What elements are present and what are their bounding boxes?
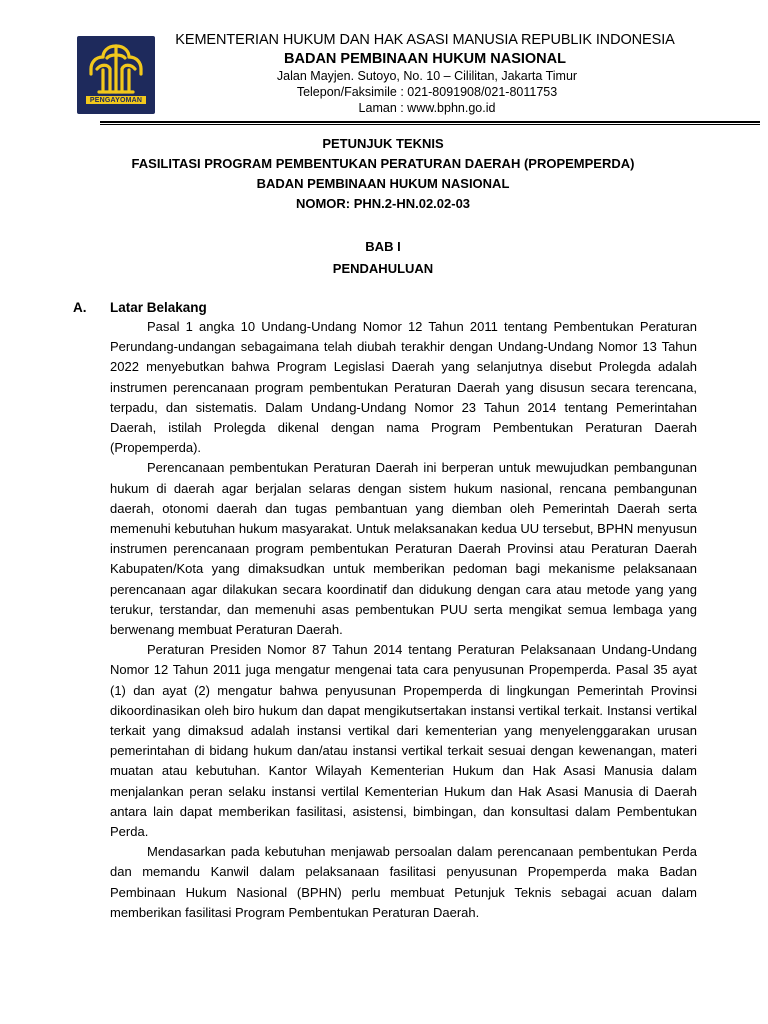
chapter-number: BAB I: [365, 239, 401, 254]
title-line-3: BADAN PEMBINAAN HUKUM NASIONAL: [256, 176, 510, 191]
paragraph: Perencanaan pembentukan Peraturan Daerah ini berperan untuk mewujudkan pembangunan hukum di daerah agar berjalan selaras dengan sistem hukum nasional, rencana pembangunan daerah, otonomi daerah dan tugas pembantuan yang diemban oleh Pemerintah Daerah serta memenuhi kebutuhan hukum masyarakat. Untuk melaksanakan kedua UU tersebut, BPHN menyusun instrumen perencanaan program pembentukan Peraturan Daerah Provinsi atau Peraturan Daerah Kabupaten/Kota yang dimaksudkan untuk memberikan pedoman bagi mekanisme pelaksanaan perencanaan agar dilakukan secara koordinatif dan didukung dengan cara atau metode yang yang terukur, terstandar, dan memenuhi asas pembentukan PUU serta mengikat semua lembaga yang berwenang membuat Peraturan Daerah.: [110, 460, 697, 638]
chapter-heading: [100, 236, 666, 280]
section-body: [110, 317, 697, 923]
pengayoman-logo: [77, 36, 155, 114]
agency-name: BADAN PEMBINAAN HUKUM NASIONAL: [284, 51, 566, 67]
letterhead-rule-thick: [100, 121, 760, 123]
paragraph: Mendasarkan pada kebutuhan menjawab persoalan dalam perencanaan pembentukan Perda dan memandu Kanwil dalam pelaksanaan fasilitasi penyusunan Propemperda maka Badan Pembinaan Hukum Nasional (BPHN) perlu membuat Petunjuk Teknis sebagai acuan dalam memberikan fasilitasi Program Pembentukan Peraturan Daerah.: [110, 844, 697, 920]
paragraph: Peraturan Presiden Nomor 87 Tahun 2014 tentang Peraturan Pelaksanaan Undang-Undang Nomor 12 Tahun 2011 juga mengatur mengenai tata cara penyusunan Propemperda. Pasal 35 ayat (1) dan ayat (2) mengatur bahwa penyusunan Propemperda di lingkungan Pemerintah Provinsi dikoordinasikan oleh biro hukum dan dapat mengikutsertakan instansi vertikal terkait. Instansi vertikal terkait yang dimaksud adalah instansi vertikal dari kementerian yang menyelenggarakan urusan pemerintahan di bidang hukum dan/atau instansi vertikal terkait sesuai dengan kewenangan, materi muatan atau kebutuhan. Kantor Wilayah Kementerian Hukum dan Hak Asasi Manusia dalam menjalankan peran selaku instansi vertilal Kementerian Hukum dan Hak Asasi Manusia di Daerah antara lain dapat memberikan fasilitasi, asistensi, bimbingan, dan konsultasi dalam Pembentukan Perda.: [110, 642, 697, 840]
agency-phone: Telepon/Faksimile : 021-8091908/021-8011753: [296, 85, 558, 99]
section-title: Latar Belakang: [110, 300, 207, 315]
agency-address: Jalan Mayjen. Sutoyo, No. 10 – Cililitan, Jakarta Timur: [276, 69, 578, 83]
paragraph: Pasal 1 angka 10 Undang-Undang Nomor 12 Tahun 2011 tentang Pembentukan Peraturan Perundang-undangan sebagaimana telah diubah terakhir dengan Undang-Undang Nomor 13 Tahun 2022 menyebutkan bahwa Program Legislasi Daerah yang selanjutnya disebut Prolegda adalah instrumen perencanaan program pembentukan Peraturan Daerah yang disusun secara terencana, terpadu, dan sistematis. Dalam Undang-Undang Nomor 23 Tahun 2014 tentang Pemerintahan Daerah, istilah Prolegda dikenal dengan nama Program Pembentukan Peraturan Daerah (Propemperda).: [110, 319, 697, 456]
title-line-2: FASILITASI PROGRAM PEMBENTUKAN PERATURAN DAERAH (PROPEMPERDA): [131, 156, 635, 171]
chapter-name: PENDAHULUAN: [332, 261, 434, 276]
document-title: [100, 134, 666, 214]
ministry-name: KEMENTERIAN HUKUM DAN HAK ASASI MANUSIA REPUBLIK INDONESIA: [175, 32, 675, 48]
letterhead-rule-thin: [100, 124, 760, 125]
section-letter: A.: [73, 300, 87, 315]
title-line-4: NOMOR: PHN.2-HN.02.02-03: [295, 196, 471, 211]
agency-website: Laman : www.bphn.go.id: [358, 101, 496, 115]
title-line-1: PETUNJUK TEKNIS: [322, 136, 444, 151]
logo-caption: PENGAYOMAN: [89, 97, 143, 104]
